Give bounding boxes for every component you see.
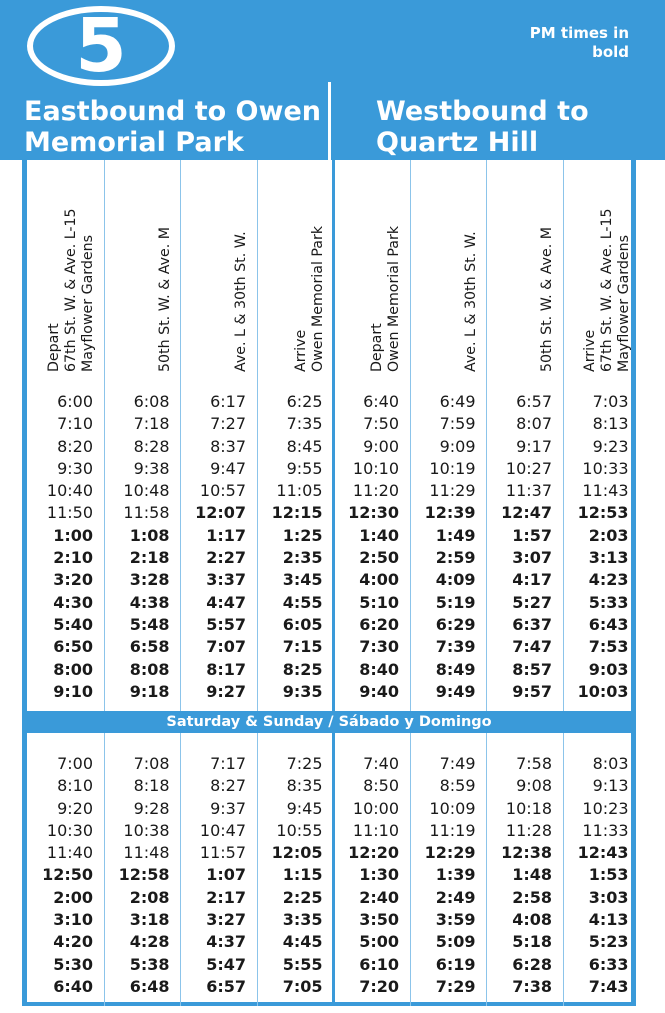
- departure-time: 10:55: [276, 820, 323, 840]
- departure-time: 8:25: [282, 659, 323, 679]
- departure-time: 11:40: [46, 843, 93, 863]
- departure-time: 8:17: [206, 659, 246, 679]
- column-header-line: Owen Memorial Park: [309, 225, 326, 372]
- departure-time: 12:38: [501, 843, 552, 863]
- departure-time: 12:30: [348, 503, 399, 523]
- departure-time: 8:57: [512, 659, 552, 679]
- departure-time: 7:53: [588, 637, 629, 657]
- column-header-line: 67th St. W. & Ave. L-15: [598, 208, 615, 372]
- departure-time: 5:18: [512, 932, 552, 952]
- departure-time: 8:10: [57, 776, 93, 796]
- departure-time: 9:57: [512, 681, 552, 701]
- departure-time: 7:49: [439, 754, 476, 773]
- departure-time: 4:08: [512, 910, 552, 930]
- departure-time: 10:19: [429, 458, 476, 478]
- departure-time: 10:00: [352, 798, 399, 818]
- departure-time: 1:00: [53, 525, 93, 545]
- departure-time: 1:25: [282, 525, 323, 545]
- departure-time: 6:48: [129, 976, 170, 996]
- route-number: 5: [75, 3, 127, 89]
- departure-time: 8:00: [53, 659, 93, 679]
- departure-time: 3:18: [129, 910, 170, 930]
- departure-time: 11:28: [505, 820, 552, 840]
- column-header-6: [410, 170, 486, 378]
- departure-time: 6:40: [363, 392, 399, 411]
- departure-time: 5:40: [53, 614, 93, 634]
- weekend-section-label: Saturday & Sunday / Sábado y Domingo: [22, 711, 636, 733]
- departure-time: 1:15: [282, 865, 323, 885]
- departure-time: 3:45: [282, 570, 323, 590]
- departure-time: 12:15: [271, 503, 323, 523]
- column-header-line: Arrive: [581, 329, 598, 372]
- departure-time: 9:09: [439, 436, 476, 456]
- departure-time: 6:25: [286, 392, 323, 411]
- departure-time: 8:08: [129, 659, 170, 679]
- departure-time: 12:58: [118, 865, 170, 885]
- departure-time: 6:10: [359, 954, 399, 974]
- departure-time: 3:13: [588, 548, 629, 568]
- column-header-8: [563, 170, 639, 378]
- departure-time: 4:20: [53, 932, 93, 952]
- departure-time: 9:28: [133, 798, 170, 818]
- departure-time: 7:05: [282, 976, 323, 996]
- departure-time: 2:00: [53, 887, 93, 907]
- departure-time: 10:40: [46, 481, 93, 501]
- departure-time: 10:48: [123, 481, 170, 501]
- departure-time: 11:48: [123, 843, 170, 863]
- departure-time: 6:19: [435, 954, 476, 974]
- departure-time: 11:29: [429, 481, 476, 501]
- departure-time: 5:38: [129, 954, 170, 974]
- departure-time: 11:10: [352, 820, 399, 840]
- departure-time: 2:35: [282, 548, 323, 568]
- departure-time: 8:03: [592, 754, 629, 773]
- weekend-times-column-7: [486, 753, 562, 998]
- departure-time: 2:25: [282, 887, 323, 907]
- departure-time: 7:15: [282, 637, 323, 657]
- departure-time: 7:07: [206, 637, 246, 657]
- departure-time: 3:50: [359, 910, 399, 930]
- departure-time: 6:49: [439, 392, 476, 411]
- weekday-times-column-2: [104, 391, 180, 703]
- departure-time: 4:55: [282, 592, 323, 612]
- departure-time: 2:10: [53, 548, 93, 568]
- departure-time: 3:35: [282, 910, 323, 930]
- departure-time: 4:23: [588, 570, 629, 590]
- departure-time: 9:18: [129, 681, 170, 701]
- departure-time: 1:07: [206, 865, 246, 885]
- departure-time: 9:47: [210, 458, 246, 478]
- column-header-line: Ave. L & 30th St. W.: [462, 231, 479, 372]
- departure-time: 11:37: [505, 481, 552, 501]
- departure-time: 7:35: [286, 414, 323, 434]
- departure-time: 11:33: [582, 820, 629, 840]
- departure-time: 9:00: [363, 436, 399, 456]
- departure-time: 6:57: [206, 976, 246, 996]
- departure-time: 4:47: [206, 592, 246, 612]
- weekday-times-column-6: [410, 391, 486, 703]
- departure-time: 2:59: [435, 548, 476, 568]
- departure-time: 6:00: [57, 392, 93, 411]
- departure-time: 7:59: [439, 414, 476, 434]
- departure-time: 6:05: [282, 614, 323, 634]
- weekday-times-column-7: [486, 391, 562, 703]
- departure-time: 5:23: [588, 932, 629, 952]
- departure-time: 9:37: [210, 798, 246, 818]
- weekend-times-column-1: [27, 753, 103, 998]
- departure-time: 9:17: [516, 436, 552, 456]
- departure-time: 5:27: [512, 592, 552, 612]
- departure-time: 2:27: [206, 548, 246, 568]
- departure-time: 1:49: [435, 525, 476, 545]
- departure-time: 6:28: [512, 954, 552, 974]
- departure-time: 8:50: [363, 776, 399, 796]
- departure-time: 8:40: [359, 659, 399, 679]
- departure-time: 5:09: [435, 932, 476, 952]
- departure-time: 4:13: [588, 910, 629, 930]
- departure-time: 1:30: [359, 865, 399, 885]
- departure-time: 4:28: [129, 932, 170, 952]
- column-header-line: Ave. L & 30th St. W.: [233, 231, 249, 372]
- weekday-times-column-8: [563, 391, 639, 703]
- departure-time: 12:29: [424, 843, 476, 863]
- departure-time: 6:37: [512, 614, 552, 634]
- departure-time: 5:00: [359, 932, 399, 952]
- departure-time: 7:38: [512, 976, 552, 996]
- departure-time: 10:27: [505, 458, 552, 478]
- departure-time: 5:30: [53, 954, 93, 974]
- departure-time: 4:45: [282, 932, 323, 952]
- departure-time: 9:23: [592, 436, 629, 456]
- column-header-2: [104, 170, 180, 378]
- departure-time: 9:20: [57, 798, 93, 818]
- departure-time: 7:20: [359, 976, 399, 996]
- column-header-4: [257, 170, 333, 378]
- departure-time: 7:40: [363, 754, 399, 773]
- column-header-line: Depart: [369, 323, 385, 372]
- column-header-1: [27, 170, 103, 378]
- timetable-grid: [22, 160, 636, 1006]
- column-header-line: Arrive: [292, 329, 309, 372]
- weekday-times-column-1: [27, 391, 103, 703]
- column-header-line: Mayflower Gardens: [80, 234, 96, 372]
- departure-time: 8:07: [516, 414, 552, 434]
- departure-time: 9:49: [435, 681, 476, 701]
- departure-time: 1:57: [512, 525, 552, 545]
- departure-time: 6:43: [588, 614, 629, 634]
- departure-time: 5:47: [206, 954, 246, 974]
- departure-time: 1:17: [206, 525, 246, 545]
- column-header-line: 50th St. W. & Ave. M: [156, 227, 173, 372]
- weekend-times-column-5: [333, 753, 409, 998]
- departure-time: 10:57: [199, 481, 246, 501]
- departure-time: 8:45: [286, 436, 323, 456]
- departure-time: 8:18: [133, 776, 170, 796]
- departure-time: 9:10: [53, 681, 93, 701]
- departure-time: 12:20: [348, 843, 399, 863]
- departure-time: 9:03: [588, 659, 629, 679]
- departure-time: 6:40: [53, 976, 93, 996]
- departure-time: 3:59: [435, 910, 476, 930]
- departure-time: 7:47: [512, 637, 552, 657]
- weekend-times-column-8: [563, 753, 639, 998]
- departure-time: 7:29: [435, 976, 476, 996]
- departure-time: 7:03: [592, 392, 629, 411]
- departure-time: 7:58: [516, 754, 552, 773]
- column-header-7: [486, 170, 562, 378]
- departure-time: 2:49: [435, 887, 476, 907]
- departure-time: 8:27: [210, 776, 246, 796]
- column-header-line: Depart: [46, 323, 62, 372]
- departure-time: 7:10: [57, 414, 93, 434]
- departure-time: 2:50: [359, 548, 399, 568]
- departure-time: 1:39: [435, 865, 476, 885]
- departure-time: 7:43: [588, 976, 629, 996]
- departure-time: 10:23: [582, 798, 629, 818]
- pm-times-note: PM times in bold: [529, 24, 629, 61]
- departure-time: 12:47: [501, 503, 552, 523]
- departure-time: 12:50: [42, 865, 93, 885]
- departure-time: 6:20: [359, 614, 399, 634]
- departure-time: 11:19: [429, 820, 476, 840]
- departure-time: 8:20: [57, 436, 93, 456]
- column-header-line: 50th St. W. & Ave. M: [539, 227, 555, 372]
- departure-time: 10:18: [505, 798, 552, 818]
- departure-time: 5:19: [435, 592, 476, 612]
- departure-time: 10:30: [46, 820, 93, 840]
- schedule-header: [0, 0, 665, 160]
- departure-time: 9:45: [286, 798, 323, 818]
- departure-time: 4:00: [359, 570, 399, 590]
- departure-time: 8:59: [439, 776, 476, 796]
- departure-time: 11:43: [582, 481, 629, 501]
- departure-time: 6:08: [133, 392, 170, 411]
- departure-time: 10:10: [352, 458, 399, 478]
- departure-time: 2:17: [206, 887, 246, 907]
- departure-time: 5:55: [282, 954, 323, 974]
- departure-time: 3:37: [206, 570, 246, 590]
- departure-time: 3:10: [53, 910, 93, 930]
- departure-time: 6:29: [435, 614, 476, 634]
- departure-time: 3:03: [588, 887, 629, 907]
- departure-time: 3:07: [512, 548, 552, 568]
- departure-time: 12:53: [577, 503, 629, 523]
- departure-time: 8:37: [210, 436, 246, 456]
- departure-time: 9:08: [516, 776, 552, 796]
- departure-time: 12:43: [577, 843, 629, 863]
- departure-time: 7:00: [57, 754, 93, 773]
- column-header-5: [333, 170, 409, 378]
- column-header-line: Owen Memorial Park: [386, 225, 402, 372]
- departure-time: 6:58: [129, 637, 170, 657]
- departure-time: 7:17: [210, 754, 246, 773]
- departure-time: 5:10: [359, 592, 399, 612]
- departure-time: 2:58: [512, 887, 552, 907]
- weekend-times-column-6: [410, 753, 486, 998]
- departure-time: 7:18: [133, 414, 170, 434]
- departure-time: 9:30: [57, 458, 93, 478]
- departure-time: 11:57: [199, 843, 246, 863]
- departure-time: 10:09: [429, 798, 476, 818]
- weekend-times-column-2: [104, 753, 180, 998]
- departure-time: 1:53: [588, 865, 629, 885]
- departure-time: 3:20: [53, 570, 93, 590]
- departure-time: 6:50: [53, 637, 93, 657]
- departure-time: 7:25: [286, 754, 323, 773]
- departure-time: 4:17: [512, 570, 552, 590]
- weekday-times-column-3: [180, 391, 256, 703]
- departure-time: 12:05: [271, 843, 323, 863]
- departure-time: 7:08: [133, 754, 170, 773]
- departure-time: 4:09: [435, 570, 476, 590]
- departure-time: 11:05: [276, 481, 323, 501]
- departure-time: 9:27: [206, 681, 246, 701]
- departure-time: 11:20: [352, 481, 399, 501]
- departure-time: 8:13: [592, 414, 629, 434]
- westbound-title: Westbound to Quartz Hill: [376, 96, 589, 158]
- column-header-3: [180, 170, 256, 378]
- departure-time: 1:40: [359, 525, 399, 545]
- column-header-line: 67th St. W. & Ave. L-15: [63, 208, 79, 372]
- departure-time: 1:08: [129, 525, 170, 545]
- departure-time: 10:47: [199, 820, 246, 840]
- departure-time: 8:35: [286, 776, 323, 796]
- departure-time: 7:30: [359, 637, 399, 657]
- departure-time: 10:03: [577, 681, 629, 701]
- departure-time: 9:38: [133, 458, 170, 478]
- departure-time: 2:18: [129, 548, 170, 568]
- departure-time: 2:08: [129, 887, 170, 907]
- departure-time: 12:39: [424, 503, 476, 523]
- departure-time: 7:50: [363, 414, 399, 434]
- departure-time: 7:27: [210, 414, 246, 434]
- eastbound-title: Eastbound to Owen Memorial Park: [24, 96, 321, 158]
- departure-time: 2:40: [359, 887, 399, 907]
- departure-time: 5:57: [206, 614, 246, 634]
- departure-time: 12:07: [195, 503, 246, 523]
- departure-time: 7:39: [435, 637, 476, 657]
- departure-time: 9:35: [282, 681, 323, 701]
- departure-time: 11:58: [123, 503, 170, 523]
- departure-time: 5:48: [129, 614, 170, 634]
- departure-time: 8:28: [133, 436, 170, 456]
- departure-time: 10:33: [582, 458, 629, 478]
- departure-time: 6:57: [516, 392, 552, 411]
- departure-time: 4:37: [206, 932, 246, 952]
- departure-time: 4:30: [53, 592, 93, 612]
- departure-time: 4:38: [129, 592, 170, 612]
- departure-time: 6:33: [588, 954, 629, 974]
- column-header-line: Mayflower Gardens: [615, 234, 632, 372]
- departure-time: 5:33: [588, 592, 629, 612]
- weekday-times-column-4: [257, 391, 333, 703]
- departure-time: 6:17: [210, 392, 246, 411]
- departure-time: 9:13: [592, 776, 629, 796]
- departure-time: 9:40: [359, 681, 399, 701]
- departure-time: 9:55: [286, 458, 323, 478]
- weekday-times-column-5: [333, 391, 409, 703]
- weekend-times-column-4: [257, 753, 333, 998]
- departure-time: 3:28: [129, 570, 170, 590]
- weekend-times-column-3: [180, 753, 256, 998]
- departure-time: 8:49: [435, 659, 476, 679]
- departure-time: 11:50: [46, 503, 93, 523]
- direction-divider: [328, 82, 331, 166]
- departure-time: 3:27: [206, 910, 246, 930]
- departure-time: 2:03: [588, 525, 629, 545]
- departure-time: 10:38: [123, 820, 170, 840]
- departure-time: 1:48: [512, 865, 552, 885]
